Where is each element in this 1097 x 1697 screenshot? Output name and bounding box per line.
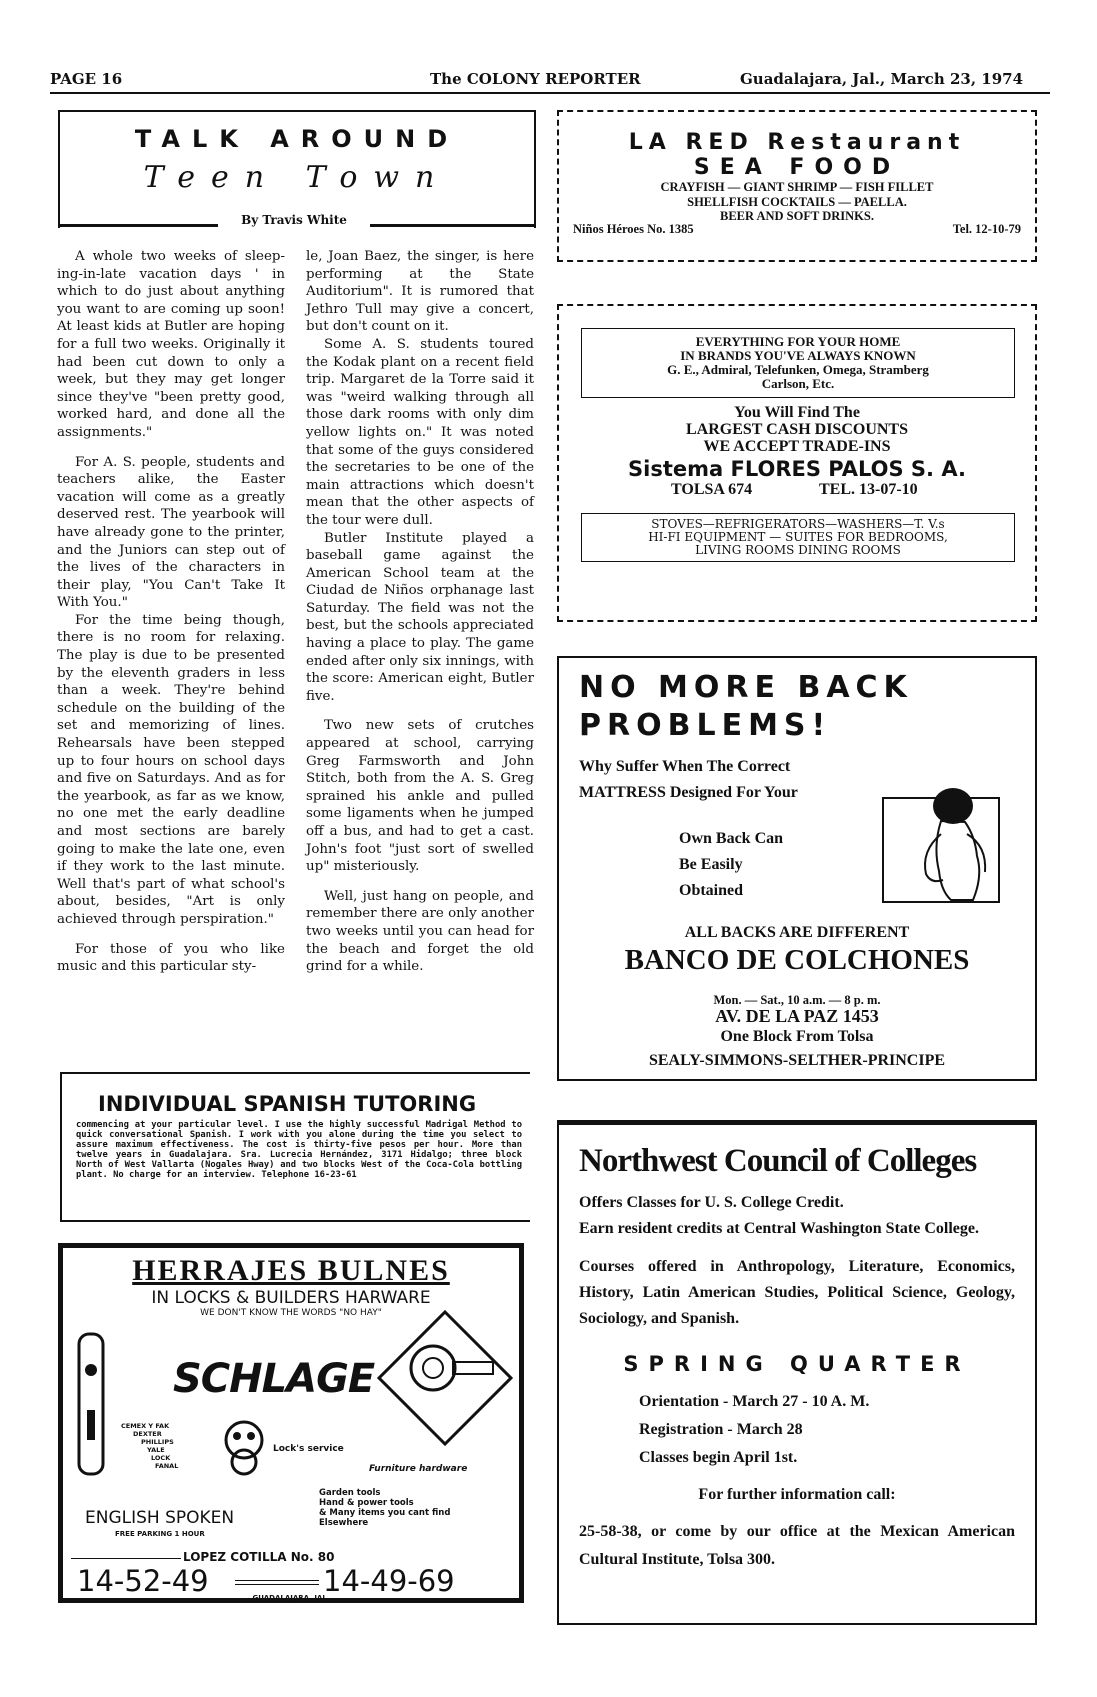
ad-herrajes-furniture: Furniture hardware bbox=[369, 1464, 468, 1474]
ad-flores-palos bbox=[557, 304, 1037, 622]
ad-herrajes-parking: FREE PARKING 1 HOUR bbox=[115, 1530, 205, 1538]
ad-flores-bot2: HI-FI EQUIPMENT — SUITES FOR BEDROOMS, bbox=[648, 530, 948, 544]
ad-la-red-line: SEA FOOD bbox=[693, 155, 901, 180]
ad-nw-call: For further information call: bbox=[698, 1486, 896, 1503]
ad-herrajes-locks: Lock's service bbox=[273, 1444, 344, 1454]
byline-rule-right bbox=[370, 224, 536, 227]
ad-flores-bot3: LIVING ROOMS DINING ROOMS bbox=[695, 543, 901, 557]
brand-item: YALE bbox=[147, 1446, 165, 1454]
byline: By Travis White bbox=[241, 213, 347, 227]
ad-banco-l6: ALL BACKS ARE DIFFERENT bbox=[684, 924, 910, 941]
ad-la-red-items2: SHELLFISH COCKTAILS — PAELLA. bbox=[687, 195, 907, 209]
brand-item: CEMEX Y FAK bbox=[121, 1422, 170, 1430]
ad-tutoring bbox=[60, 1072, 530, 1222]
ad-banco-l3: Own Back Can bbox=[679, 830, 784, 847]
paragraph: For those of you who like music and this particular sty- bbox=[57, 941, 285, 975]
divider bbox=[235, 1584, 319, 1585]
ad-la-red-tel: Tel. 12-10-79 bbox=[952, 222, 1021, 236]
ad-herrajes-brands-list bbox=[121, 1422, 178, 1470]
ad-banco-addr: AV. DE LA PAZ 1453 bbox=[715, 1006, 879, 1026]
garden-line: Elsewhere bbox=[319, 1518, 369, 1528]
ad-banco-head1: NO MORE BACK bbox=[579, 670, 913, 705]
ad-banco-l2: MATTRESS Designed For Your bbox=[579, 784, 798, 801]
ad-flores-mid3: WE ACCEPT TRADE-INS bbox=[703, 438, 891, 455]
ad-herrajes bbox=[58, 1243, 524, 1603]
ad-la-red bbox=[557, 110, 1037, 262]
ad-flores-mid1: You Will Find The bbox=[734, 404, 860, 421]
garden-line: Garden tools bbox=[319, 1488, 381, 1498]
ad-banco-hours: Mon. — Sat., 10 a.m. — 8 p. m. bbox=[713, 993, 881, 1007]
ad-tutoring-title: INDIVIDUAL SPANISH TUTORING bbox=[98, 1092, 477, 1116]
brand-item: DEXTER bbox=[133, 1430, 162, 1438]
ad-flores-addr: TOLSA 674 bbox=[671, 481, 753, 498]
key-plate-icon bbox=[71, 1330, 111, 1480]
ad-nw-phone: 25-58-38, or come by our office at the Mexican American Cultural Institute, Tolsa 300. bbox=[579, 1523, 1015, 1568]
ad-nw-quarter: SPRING QUARTER bbox=[623, 1352, 971, 1376]
column-title: TALK AROUND bbox=[134, 125, 460, 153]
ad-flores-name: Sistema FLORES PALOS S. A. bbox=[628, 457, 966, 481]
ad-flores-top3: G. E., Admiral, Telefunken, Omega, Stramberg bbox=[667, 362, 929, 377]
column-subtitle: Teen Town bbox=[143, 160, 451, 195]
ad-herrajes-english: ENGLISH SPOKEN bbox=[85, 1508, 235, 1528]
paragraph: For A. S. people, students and teachers alike, the Easter vacation will come as a greatly deserved rest. The yearbook will have already gone to the printer, and the Juniors can step out of the lives of the characters in their play, "You Can't Take It With You." bbox=[57, 454, 285, 611]
ad-nw-l3: Courses offered in Anthropology, Literature, Economics, History, Latin American Studies, Political Science, Geology, Sociology, and Spanish. bbox=[579, 1258, 1015, 1327]
ad-banco-l5: Obtained bbox=[679, 882, 744, 899]
byline-rule-left bbox=[58, 224, 218, 227]
ad-herrajes-garden bbox=[319, 1488, 450, 1528]
article-column-2 bbox=[306, 248, 534, 976]
ad-la-red-address: Niños Héroes No. 1385 bbox=[573, 222, 694, 236]
brand-item: LOCK bbox=[151, 1454, 171, 1462]
paragraph: A whole two weeks of sleep-ing-in-late vacation days ' in which to do just about anything you want to are coming up soon! At least kids at Butler are hoping for a full two weeks. Originally it had been cut down to only a week, but they may get longer since they've "been pretty good, worked hard, and done all the assignments." bbox=[57, 249, 285, 440]
garden-line: Hand & power tools bbox=[319, 1498, 414, 1508]
ad-tutoring-body: commencing at your particular level. I use the highly successful Madrigal Method to quick conversational Spanish. I work with you alone during the time you select to assure maximum effectiveness. The cost is thirty-five pesos per hour. More than twelve years in Guadalajara. Sra. Lucrecia Hernández, 3171 Hidalgo; three block North of West Vallarta (Nogales Hway) and two blocks West of the Coca-Cola bottling plant. No charge for an interview. Telephone 16-23-61 bbox=[76, 1120, 522, 1180]
ad-nw-o2: Registration - March 28 bbox=[639, 1421, 803, 1438]
ad-la-red-name: LA RED Restaurant bbox=[628, 130, 966, 155]
ad-herrajes-tag2: WE DON'T KNOW THE WORDS "NO HAY" bbox=[200, 1308, 382, 1318]
ad-banco-head2: PROBLEMS! bbox=[579, 708, 832, 743]
ad-herrajes-city: GUADALAJARA, JAL. bbox=[252, 1594, 330, 1602]
woman-illustration bbox=[881, 776, 1007, 906]
article-column-1 bbox=[57, 248, 285, 976]
ad-banco-colchones bbox=[557, 656, 1037, 1081]
ad-herrajes-addr: LOPEZ COTILLA No. 80 bbox=[183, 1550, 335, 1564]
ad-flores-bot1: STOVES—REFRIGERATORS—WASHERS—T. V.s bbox=[651, 517, 945, 531]
paragraph: Some A. S. students toured the Kodak plant on a recent field trip. Margaret de la Torre said it was "weird walking through all those dark rooms with only dim yellow lights on." It was noted that some of the guys considered the secretaries to be one of the main attractions which doesn't mean that the other aspects of the tour were dull. bbox=[306, 336, 534, 528]
ad-flores-top-box bbox=[581, 328, 1015, 398]
brand-item: PHILLIPS bbox=[141, 1438, 174, 1446]
ad-flores-tel: TEL. 13-07-10 bbox=[819, 481, 918, 498]
brand-item: FANAL bbox=[155, 1462, 179, 1470]
ad-flores-top2: IN BRANDS YOU'VE ALWAYS KNOWN bbox=[680, 348, 916, 363]
ad-nw-l1: Offers Classes for U. S. College Credit. bbox=[579, 1194, 844, 1211]
ad-flores-bottom-box bbox=[581, 513, 1015, 562]
knocker-icon bbox=[219, 1418, 269, 1478]
ad-banco-l4: Be Easily bbox=[679, 856, 743, 873]
ad-nw-o1: Orientation - March 27 - 10 A. M. bbox=[639, 1393, 870, 1410]
ad-flores-top4: Carlson, Etc. bbox=[761, 376, 835, 391]
divider bbox=[71, 1558, 181, 1559]
ad-herrajes-brand: SCHLAGE bbox=[173, 1356, 375, 1402]
ad-nw-title: Northwest Council of Colleges bbox=[579, 1143, 977, 1179]
ad-herrajes-tel1: 14-52-49 bbox=[77, 1564, 209, 1598]
masthead-rule bbox=[50, 92, 1050, 94]
ad-flores-mid2: LARGEST CASH DISCOUNTS bbox=[686, 421, 908, 438]
ad-nw-l2: Earn resident credits at Central Washington State College. bbox=[579, 1220, 979, 1237]
ad-la-red-items1: CRAYFISH — GIANT SHRIMP — FISH FILLET bbox=[660, 180, 934, 194]
ad-nw-o3: Classes begin April 1st. bbox=[639, 1449, 798, 1466]
paragraph: Well, just hang on people, and remember there are only another two weeks until you can head for the beach and forget the old grind for a while. bbox=[306, 888, 534, 975]
ad-banco-near: One Block From Tolsa bbox=[720, 1028, 874, 1045]
ad-herrajes-tag: IN LOCKS & BUILDERS HARWARE bbox=[151, 1288, 431, 1308]
ad-flores-top1: EVERYTHING FOR YOUR HOME bbox=[695, 334, 901, 349]
ad-la-red-items3: BEER AND SOFT DRINKS. bbox=[720, 209, 874, 223]
garden-line: & Many items you cant find bbox=[319, 1508, 451, 1518]
ad-herrajes-name: HERRAJES BULNES bbox=[132, 1254, 450, 1287]
ad-banco-brands: SEALY-SIMMONS-SELTHER-PRINCIPE bbox=[648, 1052, 946, 1069]
masthead bbox=[50, 70, 1050, 92]
paper-name: The COLONY REPORTER bbox=[430, 70, 641, 88]
ad-banco-l1: Why Suffer When The Correct bbox=[579, 758, 791, 775]
paragraph: le, Joan Baez, the singer, is here performing at the State Auditorium". It is rumored that Jethro Tull may give a concert, but don't count on it. bbox=[306, 249, 534, 335]
page-number: PAGE 16 bbox=[50, 70, 123, 88]
dateline: Guadalajara, Jal., March 23, 1974 bbox=[740, 70, 1024, 88]
paragraph: Butler Institute played a baseball game against the American School team at the Ciudad de Niños orphanage last Saturday. The field was not the best, but the schools appreciated having a place to play. The game ended after only six innings, with the score: American eight, Butler five. bbox=[306, 530, 534, 704]
divider bbox=[235, 1580, 319, 1581]
paragraph: Two new sets of crutches appeared at school, carrying Greg Farmsworth and John Stitch, both from the A. S. Greg sprained his ankle and pulled some ligaments when he jumped off a bus, and had to get a cast. John's foot "just sort of swelled up" misteriously. bbox=[306, 718, 534, 875]
ad-banco-name: BANCO DE COLCHONES bbox=[624, 944, 970, 976]
lock-diamond-icon bbox=[375, 1308, 515, 1448]
ad-herrajes-tel2: 14-49-69 bbox=[323, 1564, 455, 1598]
paragraph: For the time being though, there is no room for relaxing. The play is due to be presented by the eleventh graders in less than a week. They're behind schedule on the building of the set and memorizing of lines. Rehearsals have been stepped up to four hours on school days and five on Saturdays. And as for the yearbook, as far as we know, no one met the early deadline and most sections are barely going to make the late one, even if they work to the last minute. Well that's part of what school's about, besides, "Art is only achieved through perspiration." bbox=[57, 612, 285, 927]
ad-northwest bbox=[557, 1120, 1037, 1625]
